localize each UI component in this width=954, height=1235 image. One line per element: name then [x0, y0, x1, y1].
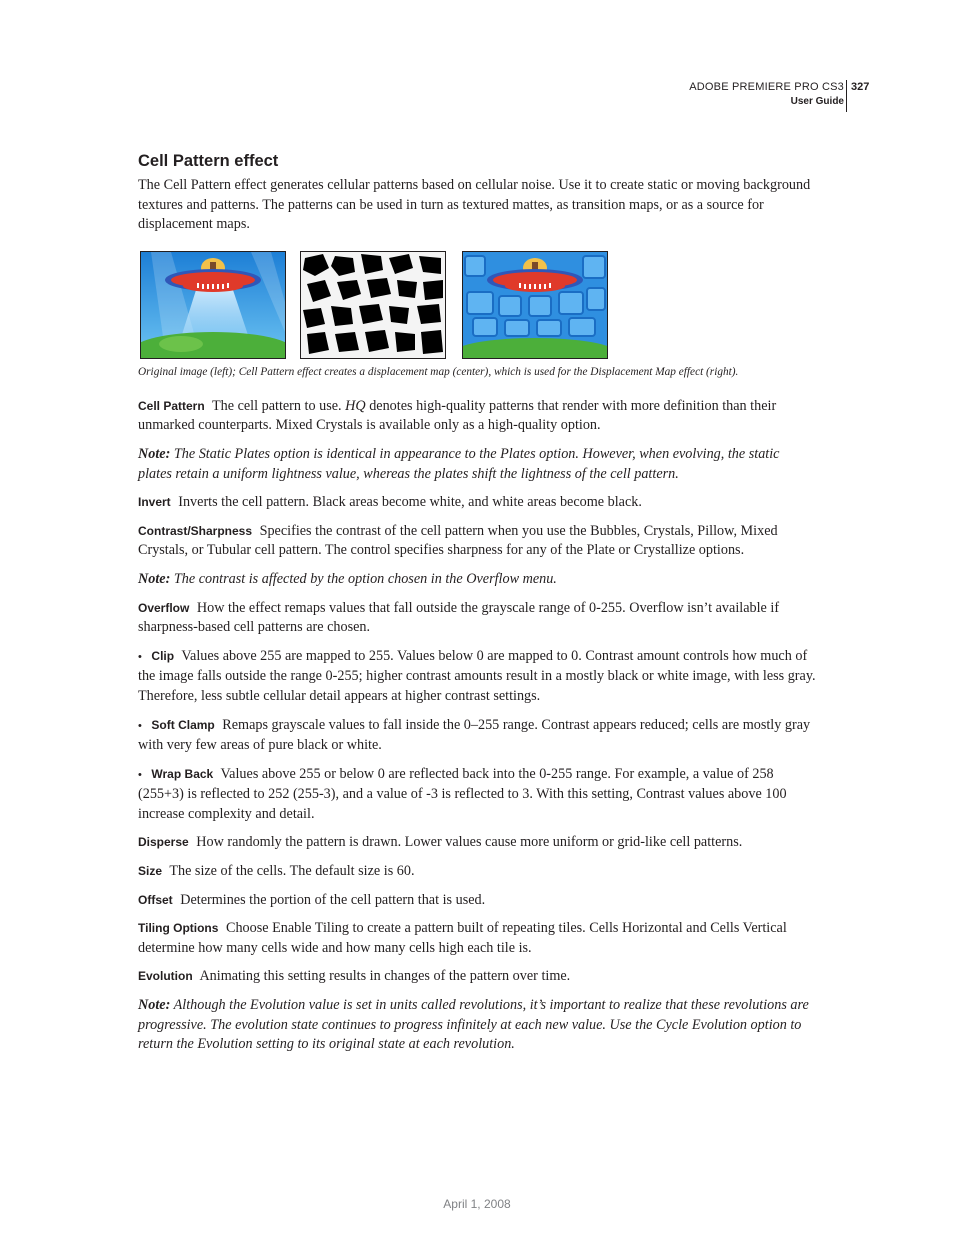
header-divider: [846, 80, 847, 112]
original-image: [140, 251, 286, 359]
invert-text: Inverts the cell pattern. Black areas become white, and white areas become black.: [178, 494, 642, 511]
figure-row: [138, 251, 816, 361]
term-invert: Invert: [138, 495, 171, 510]
intro-paragraph: The Cell Pattern effect generates cellular patterns based on cellular noise. Use it to create static or moving background textures and patterns. The patterns can be used in turn as textured mattes, as transition maps, or as a source for displacement maps.: [138, 177, 811, 233]
entry-tiling-options: [138, 919, 816, 958]
product-name: ADOBE PREMIERE PRO CS3: [689, 81, 844, 93]
cell-pattern-art: [301, 252, 445, 358]
contrast-text: Specifies the contrast of the cell pattern when you use the Bubbles, Crystals, Pillow, Mixed Crystals, or Tubular cell pattern. The control specifies sharpness for any of the Plate or Crystallize options.: [138, 522, 778, 559]
offset-text: Determines the portion of the cell pattern that is used.: [180, 891, 486, 908]
wrap-back-text: Values above 255 or below 0 are reflected back into the 0-255 range. For example, a value of 258 (255+3) is reflected to 252 (255-3), and a value of -3 is reflected to 3. With this setting, Contrast values above 100 increase complexity and detail.: [138, 765, 787, 822]
cell-pattern-map: [300, 251, 446, 359]
note-label: Note:: [138, 445, 171, 462]
term-tiling-options: Tiling Options: [138, 921, 219, 936]
size-text: The size of the cells. The default size is 60.: [169, 863, 415, 880]
bullet-marker: •: [138, 650, 142, 663]
term-overflow: Overflow: [138, 600, 190, 615]
term-disperse: Disperse: [138, 835, 189, 850]
bullet-marker: •: [138, 719, 142, 732]
bullet-clip: [138, 647, 816, 707]
header-titles: [689, 80, 844, 109]
entry-invert: [138, 493, 816, 513]
bullet-soft-clamp: [138, 716, 816, 756]
term-cell-pattern: Cell Pattern: [138, 398, 205, 413]
page-header: [0, 78, 954, 114]
entry-evolution: [138, 967, 816, 987]
note-label: Note:: [138, 570, 171, 587]
term-soft-clamp: Soft Clamp: [151, 717, 215, 732]
page-footer-date: April 1, 2008: [443, 1197, 511, 1211]
clip-text: Values above 255 are mapped to 255. Values below 0 are mapped to 0. Contrast amount controls how much of the image falls outside the range 0-255; higher contrast amounts result in a mostly black or white image, with less gray. Therefore, less subtle cellular detail appears at higher contrast settings.: [138, 647, 816, 704]
bullet-wrap-back: [138, 765, 816, 825]
page-number: 327: [851, 81, 870, 93]
overflow-text: How the effect remaps values that fall outside the grayscale range of 0-255. Overflow isn’t available if sharpness-based cell patterns are chosen.: [138, 599, 780, 636]
tiling-text: Choose Enable Tiling to create a pattern built of repeating tiles. Cells Horizontal and Cells Vertical determine how many cells wide and how many cells high each tile is.: [138, 920, 787, 956]
entry-contrast: [138, 522, 816, 561]
section-title: Cell Pattern effect: [138, 152, 279, 170]
original-image-art: [141, 252, 285, 358]
note-evolution: [138, 996, 816, 1055]
entry-cell-pattern: [138, 397, 816, 436]
displacement-result-image: [462, 251, 608, 359]
bullet-marker: •: [138, 768, 142, 781]
main-content: [138, 150, 816, 1064]
term-contrast: Contrast/Sharpness: [138, 523, 253, 538]
hq-label: HQ: [345, 397, 366, 414]
entry-overflow: [138, 599, 816, 638]
note-text: Although the Evolution value is set in units called revolutions, it’s important to realize that these revolutions are progressive. The evolution state continues to progress infinitely at each new value. Use the Cycle Evolution option to return the Evolution setting to its original state at each revolution.: [138, 997, 809, 1053]
note-static-plates: [138, 445, 816, 484]
term-clip: Clip: [151, 648, 175, 663]
term-wrap-back: Wrap Back: [151, 766, 214, 781]
note-label: Note:: [138, 997, 171, 1014]
guide-name: User Guide: [790, 96, 844, 107]
soft-clamp-text: Remaps grayscale values to fall inside the 0–255 range. Contrast appears reduced; cells are mostly gray with very few areas of pure black or white.: [138, 716, 811, 754]
note-text: The contrast is affected by the option chosen in the Overflow menu.: [173, 570, 557, 587]
term-evolution: Evolution: [138, 969, 193, 984]
note-text: The Static Plates option is identical in appearance to the Plates option. However, when evolving, the static plates retain a uniform lightness value, whereas the plates shift the lightness of the cell pattern.: [138, 445, 780, 482]
entry-offset: [138, 891, 816, 911]
displacement-result-art: [463, 252, 607, 358]
disperse-text: How randomly the pattern is drawn. Lower values cause more uniform or grid-like cell patterns.: [196, 834, 743, 851]
note-contrast: [138, 570, 816, 590]
figure-caption: Original image (left); Cell Pattern effect creates a displacement map (center), which is used for the Displacement Map effect (right).: [138, 365, 739, 378]
entry-size: [138, 862, 816, 882]
cell-pattern-text-b: denotes high-quality patterns that render with more definition than their unmarked counterparts. Mixed Crystals is available only as a high-quality option.: [138, 397, 777, 434]
term-size: Size: [138, 864, 163, 879]
cell-pattern-text-a: The cell pattern to use.: [211, 397, 342, 414]
term-offset: Offset: [138, 892, 173, 907]
entry-disperse: [138, 833, 816, 853]
evolution-text: Animating this setting results in changes of the pattern over time.: [199, 968, 571, 985]
